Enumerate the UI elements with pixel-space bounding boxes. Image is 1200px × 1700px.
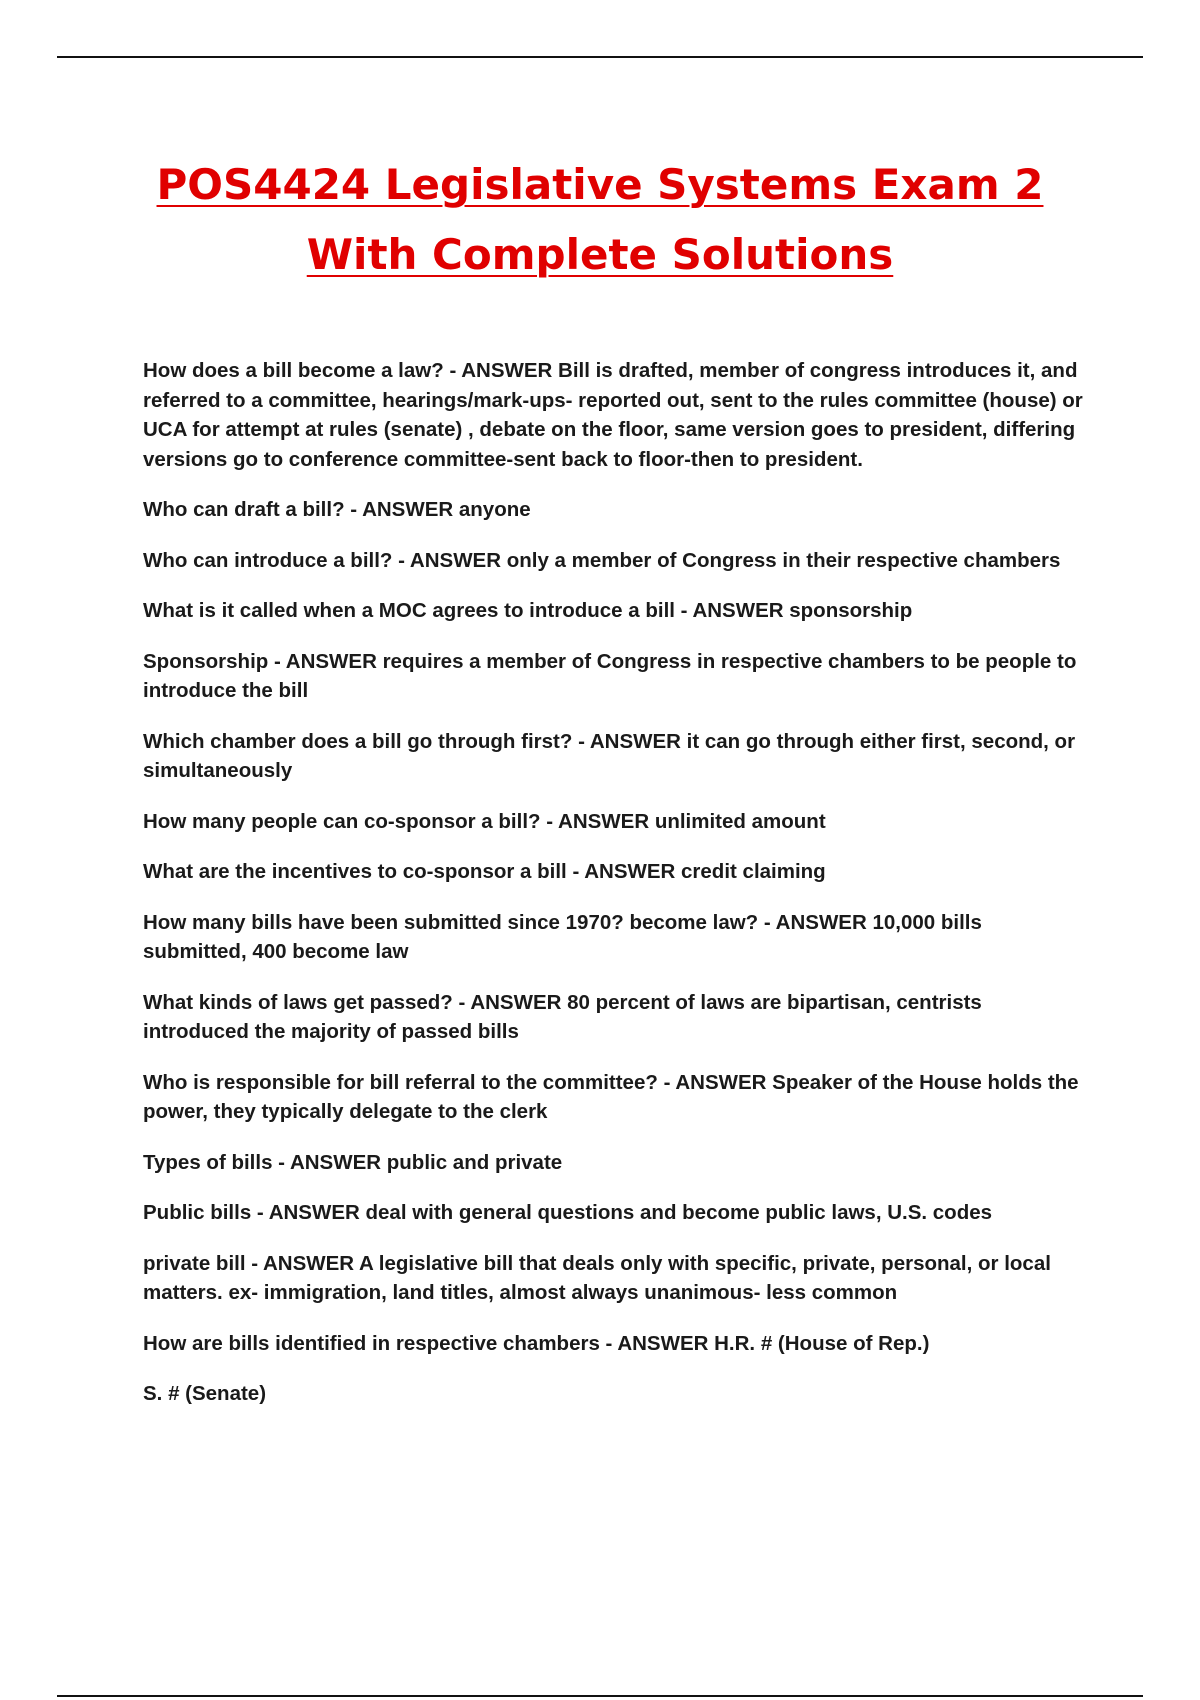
qa-item <box>143 546 1088 576</box>
document-title <box>0 150 1200 290</box>
question-text: Who can draft a bill? <box>143 498 345 521</box>
answer-text: ANSWER H.R. # (House of Rep.) <box>617 1331 930 1355</box>
answer-text: ANSWER anyone <box>362 498 531 521</box>
qa-item <box>143 1198 1088 1228</box>
qa-separator: - <box>245 1251 263 1275</box>
question-text: Who can introduce a bill? <box>143 548 393 572</box>
answer-text: ANSWER credit claiming <box>584 860 826 883</box>
qa-item <box>143 857 1088 887</box>
question-text: How many bills have been submitted since 1970? become law? <box>143 910 759 934</box>
title-line-1: POS4424 Legislative Systems Exam 2 <box>156 160 1044 209</box>
question-text: Types of bills <box>143 1150 273 1174</box>
question-text: Who is responsible for bill referral to the committee? <box>143 1070 658 1094</box>
answer-text: ANSWER unlimited amount <box>558 809 826 833</box>
qa-item <box>143 647 1088 706</box>
qa-item <box>143 596 1088 626</box>
qa-separator: - <box>344 498 363 521</box>
qa-separator: - <box>443 359 462 382</box>
qa-separator: - <box>599 1331 618 1355</box>
answer-text: ANSWER 80 percent of laws are bipartisan, centrists introduced the majority of passed bills <box>143 990 982 1043</box>
question-text: What is it called when a MOC agrees to introduce a bill <box>143 599 675 622</box>
qa-separator: - <box>540 809 559 833</box>
qa-separator: - <box>452 990 471 1014</box>
bottom-rule <box>57 1695 1143 1697</box>
answer-text: ANSWER sponsorship <box>692 599 913 622</box>
answer-text: ANSWER 10,000 bills submitted, 400 become law <box>143 910 982 963</box>
question-text: What are the incentives to co-sponsor a bill <box>143 860 567 883</box>
qa-item <box>143 807 1088 837</box>
qa-separator: - <box>566 860 585 883</box>
top-rule <box>57 56 1143 58</box>
qa-item <box>143 495 1088 525</box>
qa-separator: - <box>392 548 410 572</box>
qa-separator: - <box>674 599 693 622</box>
question-text: private bill <box>143 1251 246 1275</box>
qa-item <box>143 1329 1088 1359</box>
answer-text: ANSWER A legislative bill that deals only with specific, private, personal, or local matters. ex- immigration, land titles, almost always unanimous- less common <box>143 1251 1051 1304</box>
answer-text: ANSWER requires a member of Congress in respective chambers to be people to introduce the bill <box>143 649 1077 702</box>
qa-item <box>143 1148 1088 1178</box>
qa-separator: - <box>657 1070 676 1094</box>
answer-text: ANSWER public and private <box>289 1150 563 1174</box>
qa-list <box>143 356 1088 1430</box>
question-text: What kinds of laws get passed? <box>143 990 453 1014</box>
qa-separator: - <box>572 729 590 753</box>
qa-item <box>143 356 1088 474</box>
question-text: Sponsorship <box>143 649 269 673</box>
answer-text: ANSWER only a member of Congress in their respective chambers <box>409 548 1061 572</box>
qa-separator: - <box>272 1150 290 1174</box>
qa-separator: - <box>251 1201 269 1224</box>
question-text: Public bills <box>143 1201 252 1224</box>
question-text: How many people can co-sponsor a bill? <box>143 809 541 833</box>
qa-separator: - <box>268 649 286 673</box>
answer-text: ANSWER it can go through either first, second, or simultaneously <box>143 729 1076 782</box>
question-text: Which chamber does a bill go through first? <box>143 729 573 753</box>
qa-item <box>143 727 1088 786</box>
answer-text: ANSWER deal with general questions and become public laws, U.S. codes <box>268 1201 993 1224</box>
qa-item <box>143 908 1088 967</box>
answer-text: ANSWER Bill is drafted, member of congress introduces it, and referred to a committee, hearings/mark-ups- reported out, sent to the rules committee (house) or UCA for attempt at rules (senate) , debate on the floor, same version goes to president, differing versions go to conference committee-sent back to floor-then to president. <box>143 359 1083 471</box>
qa-item <box>143 1249 1088 1308</box>
qa-item <box>143 1068 1088 1127</box>
answer-text: ANSWER Speaker of the House holds the power, they typically delegate to the clerk <box>143 1070 1079 1123</box>
question-text: How are bills identified in respective chambers <box>143 1331 600 1355</box>
title-line-2: With Complete Solutions <box>306 230 894 279</box>
trailing-line: S. # (Senate) <box>143 1382 267 1405</box>
question-text: How does a bill become a law? <box>143 359 444 382</box>
qa-item <box>143 988 1088 1047</box>
qa-separator: - <box>758 910 776 934</box>
